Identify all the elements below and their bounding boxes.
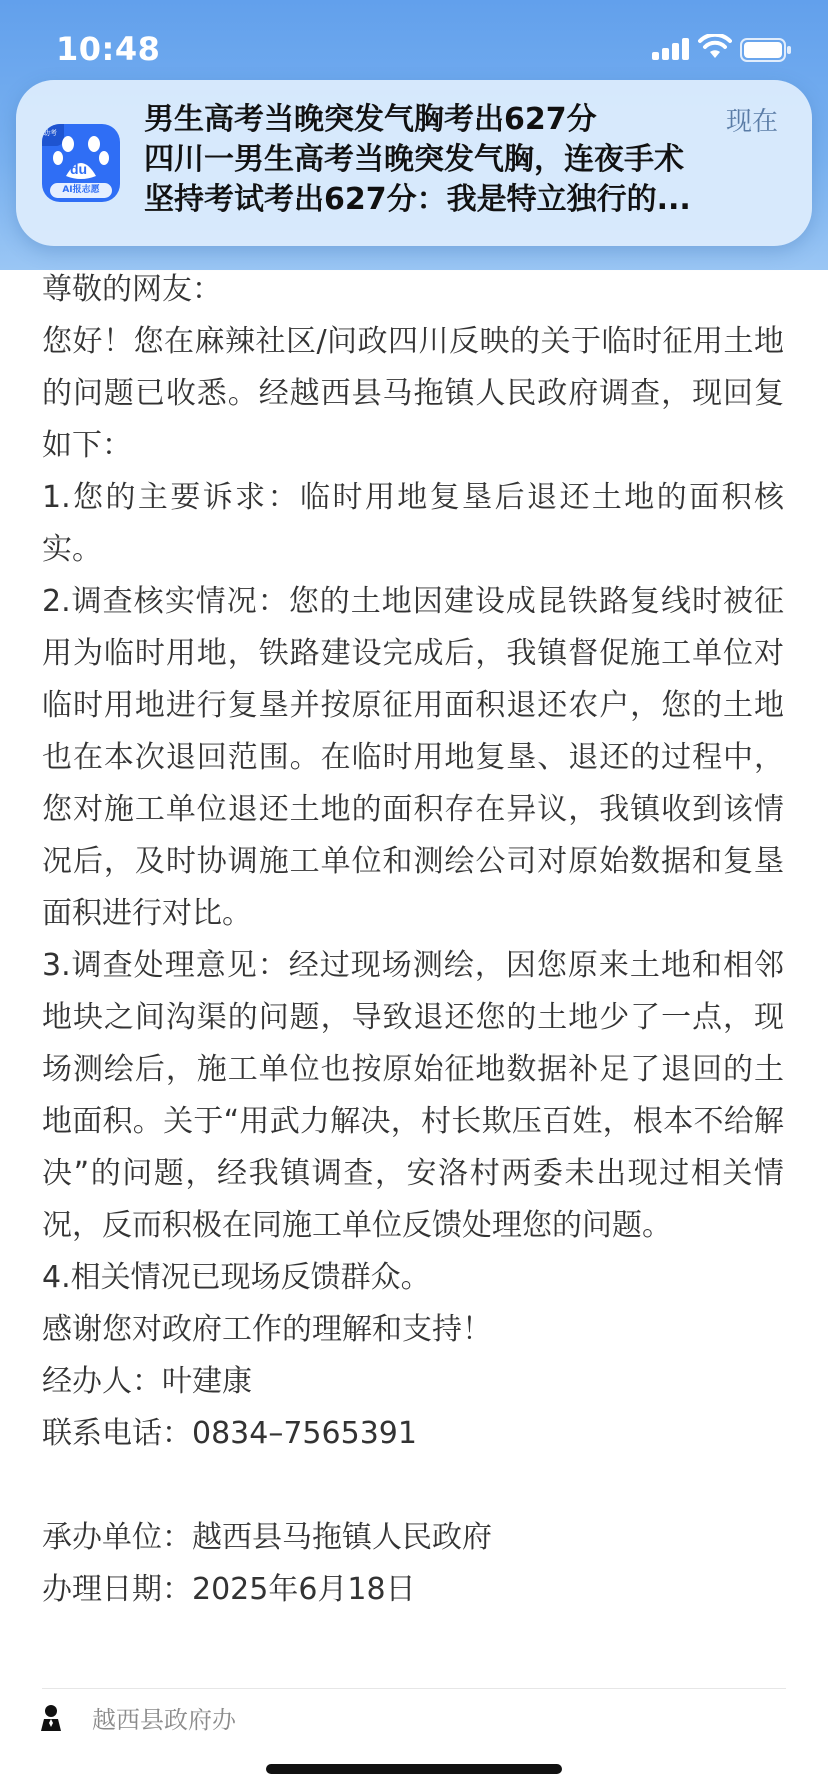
app-icon-corner-text: 助考 (43, 129, 57, 137)
paragraph-appeal: 1.您的主要诉求：临时用地复垦后退还土地的面积核实。 (42, 480, 784, 567)
wifi-icon (698, 34, 732, 60)
date-line: 办理日期：2025年6月18日 (42, 1572, 416, 1607)
phone-line: 联系电话：0834–7565391 (42, 1416, 417, 1451)
source-name[interactable]: 越西县政府办 (92, 1706, 236, 1734)
cellular-signal-icon (652, 38, 690, 60)
paragraph-handling: 3.调查处理意见：经过现场测绘，因您原来土地和相邻地块之间沟渠的问题，导致退还您的土地少了一点，现场测绘后，施工单位也按原始征地数据补足了退回的土地面积。关于“用武力解决，村长欺压百姓，根本不给解决”的问题，经我镇调查，安洛村两委未出现过相关情况，反而积极在同施工单位反馈处理您的问题。 (42, 948, 784, 1243)
greeting: 尊敬的网友： (42, 272, 222, 307)
unit-line: 承办单位：越西县马拖镇人民政府 (42, 1520, 492, 1555)
notification-body: 四川一男生高考当晚突发气胸，连夜手术 坚持考试考出627分：我是特立独行的... (144, 142, 691, 217)
status-time: 10:48 (56, 30, 161, 68)
notification-time: 现在 (725, 107, 778, 137)
app-icon-label: AI报志愿 (50, 183, 112, 198)
battery-icon (740, 38, 792, 62)
spacer (42, 1460, 784, 1512)
status-bar (0, 0, 828, 92)
source-footer[interactable] (40, 1700, 540, 1740)
app-logo-text: du (70, 161, 88, 177)
home-indicator[interactable] (266, 1764, 562, 1774)
paragraph-intro: 您好！您在麻辣社区/问政四川反映的关于临时征用土地的问题已收悉。经越西县马拖镇人民政府调查，现回复如下： (42, 324, 784, 463)
paragraph-feedback: 4.相关情况已现场反馈群众。 (42, 1260, 431, 1295)
paragraph-investigation: 2.调查核实情况：您的土地因建设成昆铁路复线时被征用为临时用地，铁路建设完成后，我镇督促施工单位对临时用地进行复垦并按原征用面积退还农户，您的土地也在本次退回范围。在临时用地复垦、退还的过程中，您对施工单位退还土地的面积存在异议，我镇收到该情况后，及时协调施工单位和测绘公司对原始数据和复垦面积进行对比。 (42, 584, 784, 931)
baidu-app-icon (42, 124, 120, 202)
paragraph-thanks: 感谢您对政府工作的理解和支持！ (42, 1312, 492, 1347)
reply-article (42, 264, 784, 1616)
person-icon (40, 1704, 62, 1732)
push-notification[interactable] (16, 80, 812, 246)
notification-title: 男生高考当晚突发气胸考出627分 (144, 102, 597, 137)
handler-line: 经办人：叶建康 (42, 1364, 252, 1399)
footer-divider (42, 1688, 786, 1689)
